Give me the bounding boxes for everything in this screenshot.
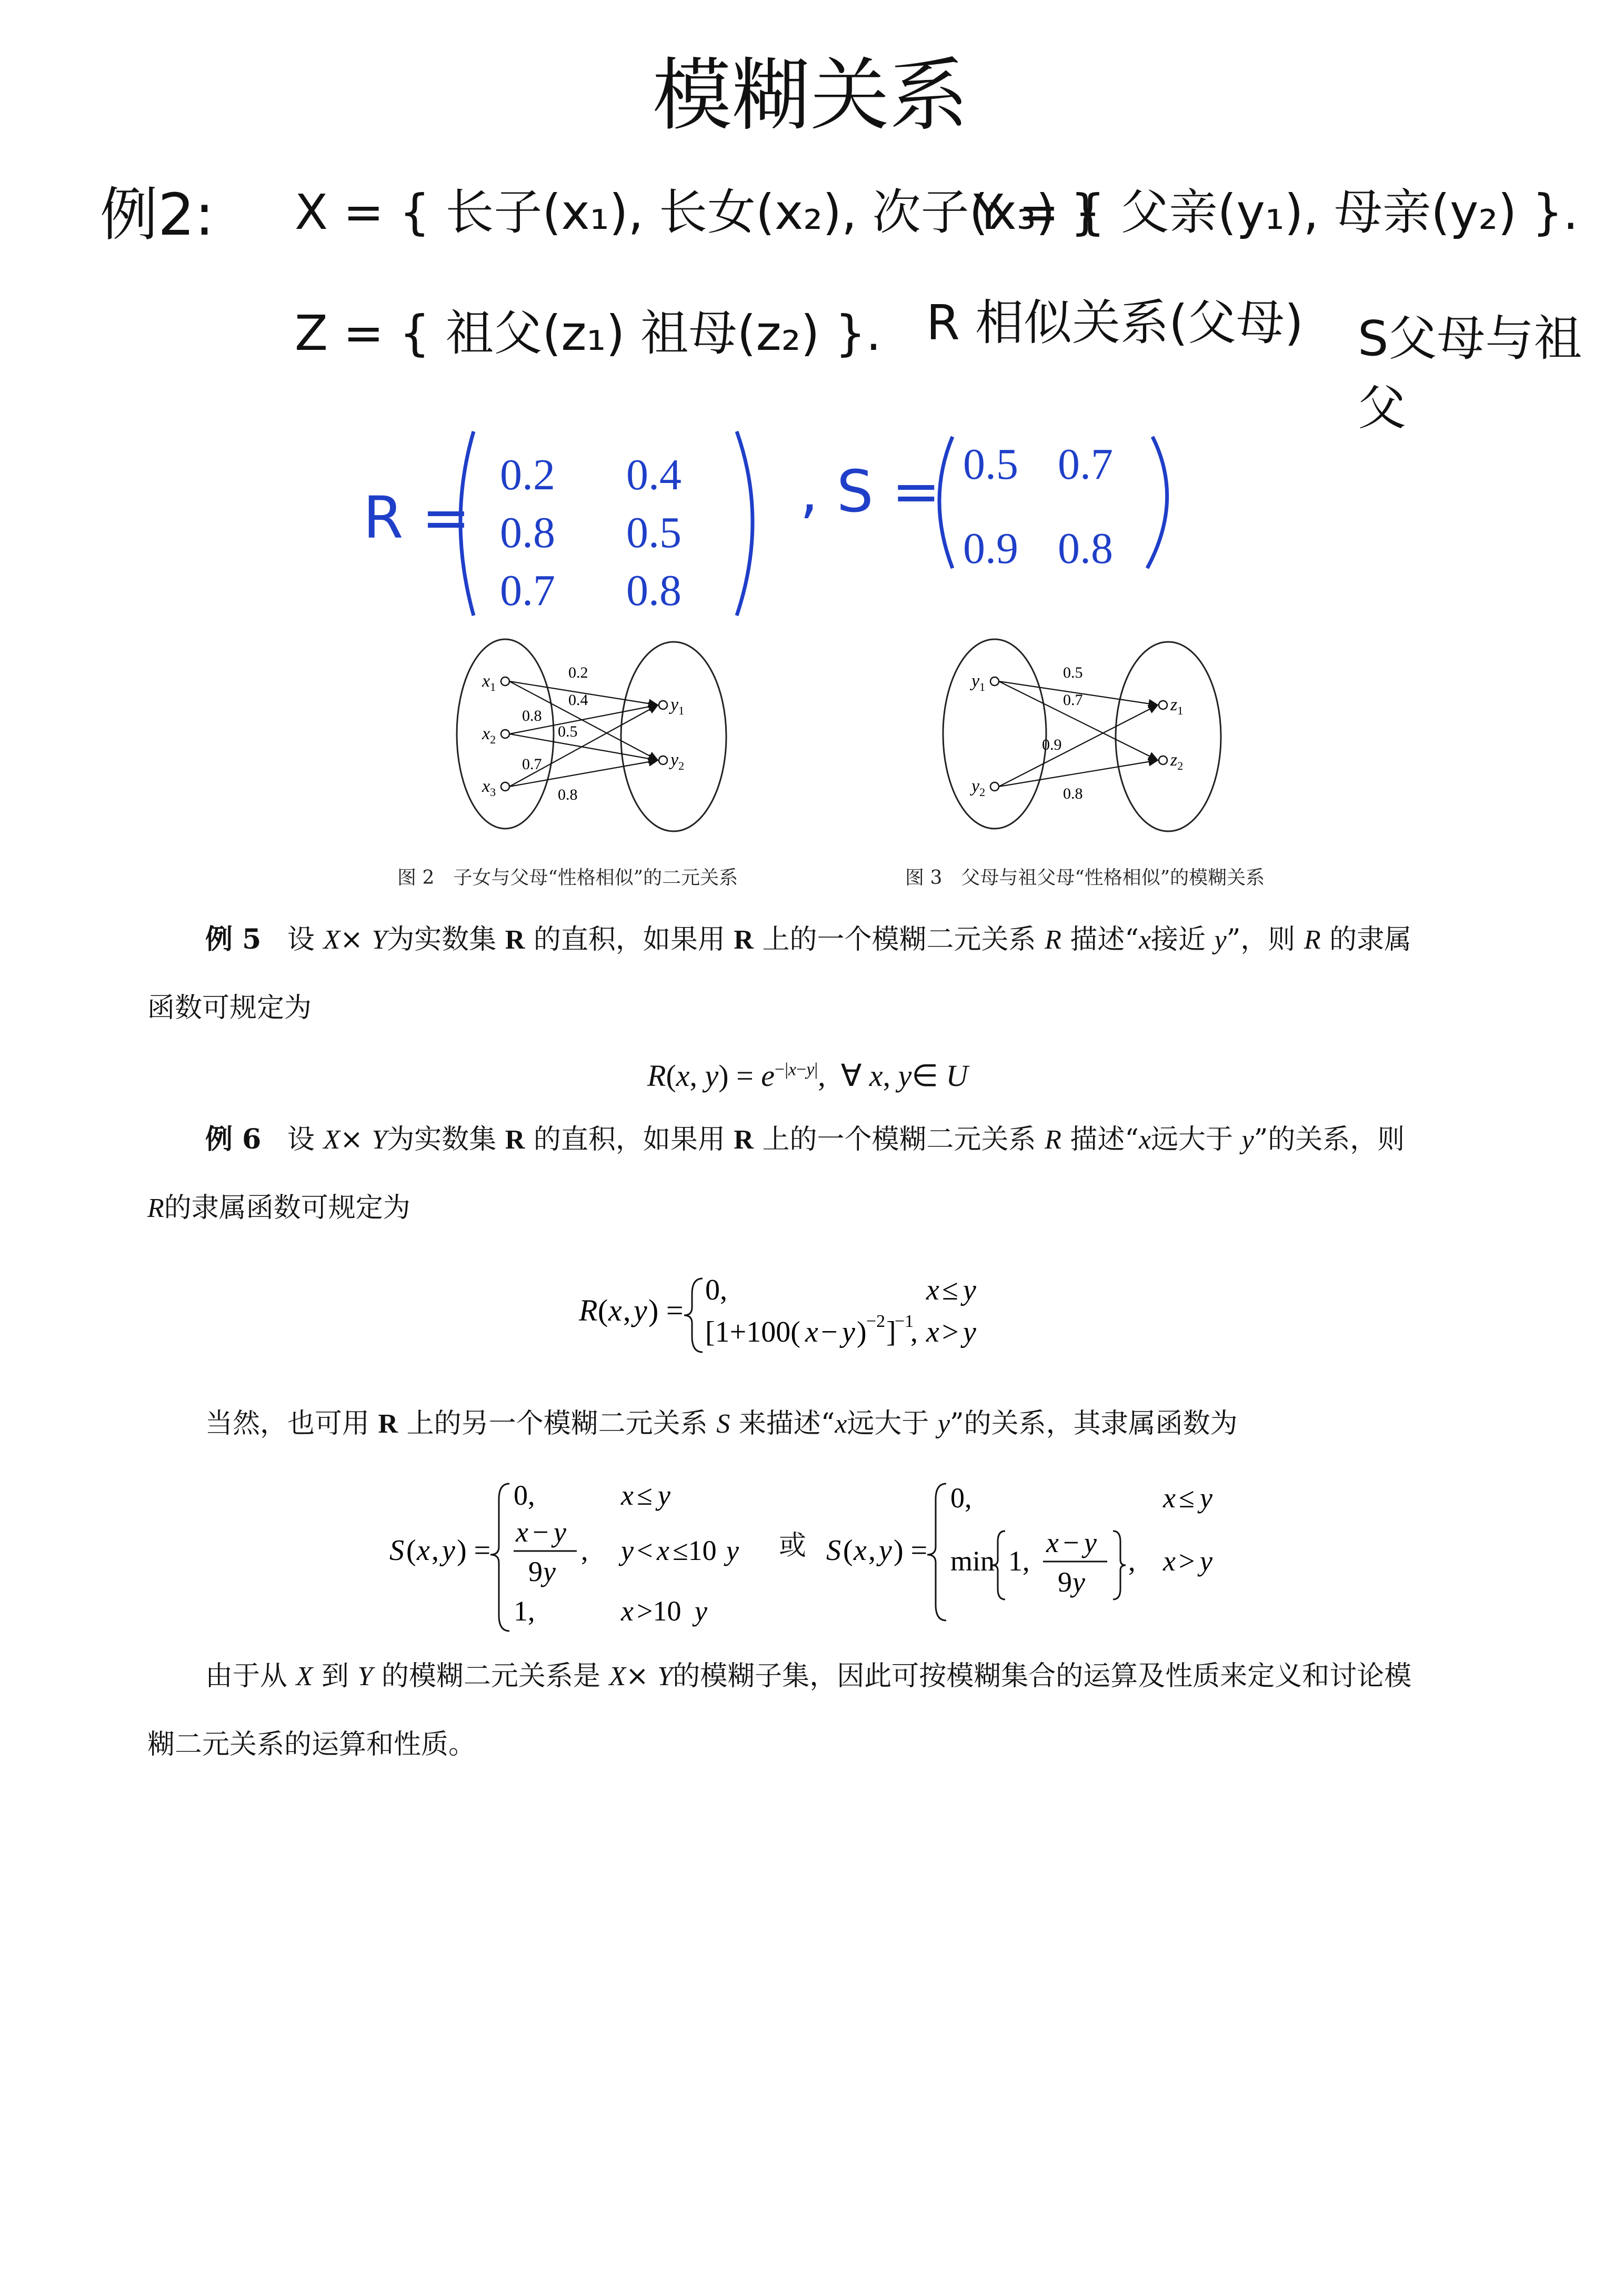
svg-text:,: , <box>868 1534 876 1567</box>
example-6-line1: 例 6 设 X× Y为实数集 R 的直积，如果用 R 上的一个模糊二元关系 R 描述“x远大于 y”的关系，则 <box>205 1123 1405 1155</box>
r-matrix-cell: 0.8 <box>626 566 681 615</box>
svg-text:x: x <box>854 1534 867 1567</box>
svg-text:,: , <box>910 1316 918 1348</box>
svg-text:y: y <box>842 1316 855 1348</box>
svg-text:y: y <box>1200 1545 1212 1577</box>
svg-text:x: x <box>1046 1527 1059 1558</box>
svg-text:y: y <box>1084 1527 1097 1558</box>
r-matrix-cell: 0.8 <box>500 508 555 557</box>
svg-text:x: x <box>417 1534 430 1567</box>
svg-text:x: x <box>621 1479 634 1511</box>
s-matrix-cell: 0.5 <box>963 440 1018 489</box>
svg-text:0,: 0, <box>514 1479 535 1511</box>
edge-weight-label: 0.8 <box>1063 785 1083 802</box>
node-label: $x_1$ <box>482 671 496 693</box>
example-5-line2: 函数可规定为 <box>147 992 312 1024</box>
svg-text:x: x <box>657 1535 669 1566</box>
svg-text:−: − <box>821 1316 838 1348</box>
figure-2-caption: 图 2 子女与父母“性格相似”的二元关系 <box>397 867 738 889</box>
svg-text:,: , <box>623 1293 631 1327</box>
handwritten-title: 模糊关系 <box>653 50 969 142</box>
svg-text:(: ( <box>406 1534 416 1567</box>
svg-text:S: S <box>389 1534 404 1567</box>
svg-text:9: 9 <box>528 1556 543 1587</box>
svg-text:y: y <box>726 1535 739 1566</box>
node-circle <box>501 782 509 791</box>
svg-text:−: − <box>533 1516 549 1548</box>
svg-text:y: y <box>1072 1566 1085 1598</box>
svg-text:y: y <box>658 1479 670 1511</box>
svg-text:−2: −2 <box>866 1312 886 1331</box>
edge-arrow <box>999 760 1158 787</box>
svg-text:>: > <box>942 1316 959 1348</box>
node-circle <box>659 701 667 709</box>
svg-text:S: S <box>826 1534 841 1567</box>
edge-arrow <box>999 705 1158 787</box>
edge-weight-label: 0.9 <box>1042 736 1062 753</box>
figure-3-caption: 图 3 父母与祖父母“性格相似”的模糊关系 <box>905 867 1265 889</box>
r-matrix-cell: 0.2 <box>500 450 555 499</box>
svg-text:>10: >10 <box>637 1595 681 1627</box>
r-matrix-cell: 0.7 <box>500 566 555 615</box>
node-circle <box>501 677 509 686</box>
node-circle <box>1159 756 1167 764</box>
equation-r-far <box>579 1263 1052 1368</box>
figure-2-diagram <box>453 631 747 842</box>
svg-text:]: ] <box>886 1316 896 1348</box>
s-matrix-cell: 0.9 <box>963 524 1018 573</box>
svg-text:>: > <box>1179 1545 1195 1577</box>
r-matrix-cell: 0.5 <box>626 508 681 557</box>
svg-text:,: , <box>581 1535 588 1566</box>
s-matrix-left-paren <box>939 437 953 568</box>
svg-text:9: 9 <box>1058 1566 1072 1598</box>
handwritten-x-set: X = { 长子(x₁), 长女(x₂), 次子(x₃) } <box>295 184 1101 240</box>
svg-text:): ) <box>857 1316 867 1348</box>
r-matrix <box>453 410 768 631</box>
handwritten-r-description: R 相似关系(父母) <box>926 295 1304 351</box>
figure-3-diagram <box>942 631 1237 842</box>
node-label: $x_3$ <box>482 777 496 799</box>
edge-weight-label: 0.4 <box>568 691 588 709</box>
node-label: $z_1$ <box>1170 695 1184 717</box>
svg-text:y: y <box>963 1316 976 1348</box>
svg-text:x: x <box>516 1516 528 1548</box>
svg-text:y: y <box>621 1535 634 1566</box>
svg-text:y: y <box>442 1534 455 1567</box>
edge-weight-label: 0.7 <box>522 756 542 773</box>
svg-text:<: < <box>637 1535 653 1566</box>
svg-text:x: x <box>805 1316 818 1348</box>
node-label: $z_2$ <box>1170 750 1184 772</box>
svg-text:0,: 0, <box>950 1482 972 1514</box>
svg-text:min: min <box>950 1545 995 1577</box>
fig2-right-ellipse <box>621 642 726 831</box>
node-circle <box>990 677 999 686</box>
or-connector: 或 <box>779 1530 807 1562</box>
svg-text:[1+100(: [1+100( <box>705 1316 800 1348</box>
node-circle <box>659 756 667 764</box>
s-matrix-right-paren <box>1147 437 1167 568</box>
svg-text:1,: 1, <box>514 1595 535 1627</box>
r-matrix-left-paren <box>460 431 474 616</box>
svg-text:y: y <box>879 1534 892 1567</box>
edge-weight-label: 0.2 <box>568 664 588 681</box>
svg-text:x: x <box>608 1293 622 1327</box>
svg-text:−: − <box>1063 1527 1079 1558</box>
svg-text:(: ( <box>598 1293 608 1327</box>
equation-s-piecewise-2 <box>826 1473 1247 1626</box>
handwritten-example-label: 例2: <box>100 181 215 248</box>
svg-text:y: y <box>634 1293 647 1327</box>
svg-text:,: , <box>1128 1545 1136 1577</box>
node-label: $y_2$ <box>670 750 685 772</box>
paragraph-also-s: 当然，也可用 R 上的另一个模糊二元关系 S 来描述“x远大于 y”的关系，其隶属函数为 <box>205 1408 1238 1439</box>
paragraph-fuzzy-subset-line2: 糊二元关系的运算和性质。 <box>147 1729 476 1760</box>
equation-r-close: R(x, $y) = e^{-|x-y|}$, ∀ x, y∈ U <box>647 1059 968 1093</box>
example-6-label: 例 6 <box>205 1123 262 1155</box>
svg-text:1,: 1, <box>1008 1545 1030 1577</box>
node-circle <box>990 782 999 791</box>
example-6-line2: R的隶属函数可规定为 <box>147 1192 410 1224</box>
svg-text:≤: ≤ <box>1179 1482 1195 1514</box>
svg-text:≤: ≤ <box>942 1274 958 1306</box>
edge-weight-label: 0.7 <box>1063 691 1083 709</box>
handwritten-y-set: Y = { 父亲(y₁), 母亲(y₂) }. <box>974 184 1579 240</box>
node-label: $y_1$ <box>670 695 685 717</box>
edge-weight-label: 0.5 <box>558 723 578 740</box>
fig3-right-ellipse <box>1116 642 1221 831</box>
svg-text:y: y <box>1200 1482 1212 1514</box>
svg-text:≤: ≤ <box>637 1479 653 1511</box>
edge-weight-label: 0.8 <box>522 707 542 724</box>
svg-text:x: x <box>621 1595 634 1627</box>
s-matrix-cell: 0.7 <box>1058 440 1113 489</box>
svg-text:y: y <box>963 1274 976 1306</box>
node-label: $x_2$ <box>482 724 496 746</box>
r-matrix-cell: 0.4 <box>626 450 681 499</box>
node-circle <box>1159 701 1167 709</box>
svg-text:) =: ) = <box>894 1534 928 1567</box>
handwritten-s-description: S父母与祖父 <box>1358 310 1582 436</box>
s-matrix <box>926 410 1179 589</box>
svg-text:≤10: ≤10 <box>673 1535 717 1566</box>
handwritten-s-label: , S = <box>800 458 940 525</box>
fig3-left-ellipse <box>943 639 1046 829</box>
svg-text:−1: −1 <box>895 1312 914 1331</box>
svg-text:x: x <box>1163 1482 1176 1514</box>
equation-s-piecewise-1 <box>389 1468 789 1642</box>
svg-text:y: y <box>554 1516 566 1548</box>
r-matrix-right-paren <box>737 431 753 616</box>
example-5-label: 例 5 <box>205 923 262 955</box>
svg-text:0,: 0, <box>705 1274 727 1306</box>
edge-weight-label: 0.8 <box>558 786 578 803</box>
handwritten-z-set: Z = { 祖父(z₁) 祖母(z₂) }. <box>295 305 881 361</box>
svg-text:x: x <box>926 1316 939 1348</box>
s-matrix-cell: 0.8 <box>1058 524 1113 573</box>
svg-text:) =: ) = <box>648 1293 684 1327</box>
svg-text:y: y <box>695 1595 707 1627</box>
edge-weight-label: 0.5 <box>1063 664 1083 681</box>
example-5-line1: 例 5 设 X× Y为实数集 R 的直积，如果用 R 上的一个模糊二元关系 R 描述“x接近 y”，则 R 的隶属 <box>205 923 1412 955</box>
svg-text:y: y <box>543 1556 556 1587</box>
svg-text:(: ( <box>843 1534 853 1567</box>
svg-text:x: x <box>926 1274 939 1306</box>
paragraph-fuzzy-subset-line1: 由于从 X 到 Y 的模糊二元关系是 X× Y的模糊子集，因此可按模糊集合的运算及性质来定义和讨论模 <box>205 1660 1412 1692</box>
node-circle <box>501 730 509 738</box>
handwritten-r-label: R = <box>363 484 470 551</box>
node-label: $y_1$ <box>971 671 986 693</box>
svg-text:,: , <box>432 1534 439 1567</box>
node-label: $y_2$ <box>971 777 986 799</box>
svg-text:R: R <box>579 1293 598 1327</box>
svg-text:x: x <box>1163 1545 1176 1577</box>
svg-text:) =: ) = <box>457 1534 491 1567</box>
